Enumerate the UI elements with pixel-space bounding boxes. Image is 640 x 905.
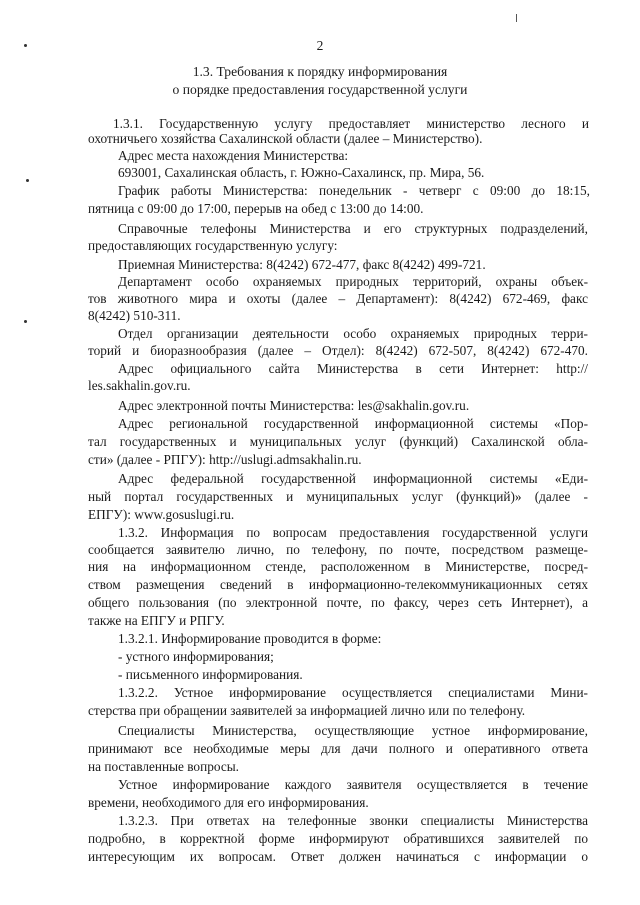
body-text-line: График работы Министерства: понедельник - четверг с 09:00 до 18:15, <box>118 183 590 198</box>
body-text-line: Адрес региональной государственной информационной системы «Пор- <box>118 416 588 431</box>
body-text-line: сообщается заявителю лично, по телефону, по почте, посредством размеще- <box>88 542 588 557</box>
body-text-line: 1.3.2.3. При ответах на телефонные звонки специалисты Министерства <box>118 813 588 828</box>
body-text-line: 1.3.2.2. Устное информирование осуществляется специалистами Мини- <box>118 685 588 700</box>
body-text-line: интересующим их вопросам. Ответ должен начинаться с информации о <box>88 849 588 864</box>
body-text-line: 1.3.1. Государственную услугу предоставляет министерство лесного и <box>113 116 589 131</box>
body-text-line: общего пользования (по электронной почте, по факсу, через сеть Интернет), а <box>88 595 588 610</box>
section-heading-line-1: 1.3. Требования к порядку информирования <box>192 64 448 79</box>
section-heading-line-2: о порядке предоставления государственной услуги <box>172 82 468 97</box>
body-text-line: Приемная Министерства: 8(4242) 672-477, факс 8(4242) 499-721. <box>118 257 486 272</box>
body-text-line: на поставленные вопросы. <box>88 759 239 774</box>
body-text-line: Департамент особо охраняемых природных территорий, охраны объек- <box>118 274 588 289</box>
body-text-line: Отдел организации деятельности особо охраняемых природных терри- <box>118 326 588 341</box>
body-text-line: принимают все необходимые меры для дачи полного и оперативного ответа <box>88 741 588 756</box>
body-text-line: торий и биоразнообразия (далее – Отдел): 8(4242) 672-507, 8(4242) 672-470. <box>88 343 588 358</box>
body-text-line: ством размещения сведений в информационно-телекоммуникационных сетях <box>88 577 588 592</box>
body-text-line: 1.3.2. Информация по вопросам предоставления государственной услуги <box>118 525 588 540</box>
body-text-line: Специалисты Министерства, осуществляющие устное информирование, <box>118 723 588 738</box>
body-text-line: les.sakhalin.gov.ru. <box>88 378 191 393</box>
page-number: 2 <box>316 38 324 53</box>
body-text-line: тов животного мира и охоты (далее – Департамент): 8(4242) 672-469, факс <box>88 291 588 306</box>
body-text-line: ЕПГУ): www.gosuslugi.ru. <box>88 507 235 522</box>
body-text-line: Адрес электронной почты Министерства: les@sakhalin.gov.ru. <box>118 398 470 413</box>
body-text-line: Справочные телефоны Министерства и его структурных подразделений, <box>118 221 588 236</box>
body-text-line: Адрес места нахождения Министерства: <box>118 148 349 163</box>
body-text-line: также на ЕПГУ и РПГУ. <box>88 613 225 628</box>
body-text-line: 8(4242) 510-311. <box>88 308 181 323</box>
body-text-line: охотничьего хозяйства Сахалинской области (далее – Министерство). <box>88 131 483 146</box>
scan-mark-tick <box>516 14 517 22</box>
body-text-line: ный портал государственных и муниципальных услуг (функций)» (далее - <box>88 489 588 504</box>
body-text-line: сти» (далее - РПГУ): http://uslugi.admsakhalin.ru. <box>88 452 362 467</box>
body-text-line: Устное информирование каждого заявителя осуществляется в течение <box>118 777 588 792</box>
body-text-line: 1.3.2.1. Информирование проводится в форме: <box>118 631 382 646</box>
scan-mark-dot <box>26 179 29 182</box>
body-text-line: Адрес официального сайта Министерства в сети Интернет: http:// <box>118 361 588 376</box>
body-text-line: пятница с 09:00 до 17:00, перерыв на обед с 13:00 до 14:00. <box>88 201 424 216</box>
body-text-line: ния на информационном стенде, расположенном в Министерстве, посред- <box>88 559 588 574</box>
body-text-line: - устного информирования; <box>118 649 274 664</box>
body-text-line: Адрес федеральной государственной информационной системы «Еди- <box>118 471 588 486</box>
body-text-line: 693001, Сахалинская область, г. Южно-Сахалинск, пр. Мира, 56. <box>118 165 485 180</box>
body-text-line: подробно, в корректной форме информируют обратившихся заявителей по <box>88 831 588 846</box>
body-text-line: - письменного информирования. <box>118 667 303 682</box>
body-text-line: предоставляющих государственную услугу: <box>88 238 338 253</box>
body-text-line: стерства при обращении заявителей за информацией лично или по телефону. <box>88 703 526 718</box>
body-text-line: тал государственных и муниципальных услуг (функций) Сахалинской обла- <box>88 434 588 449</box>
body-text-line: времени, необходимого для его информирования. <box>88 795 369 810</box>
scan-mark-dot <box>24 320 27 323</box>
